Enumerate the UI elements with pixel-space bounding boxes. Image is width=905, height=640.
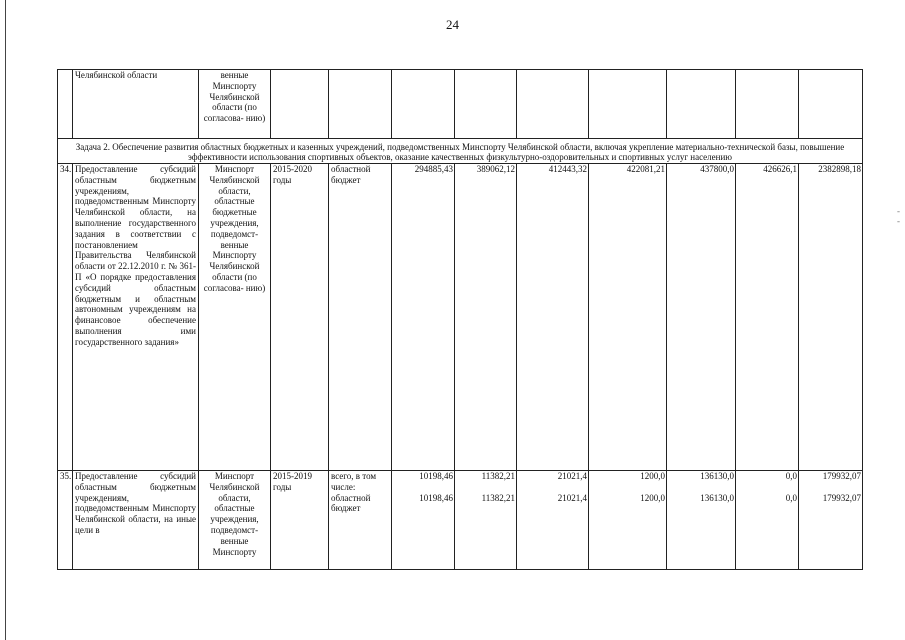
row-name-cell: Предоставление субсидий областным бюджетным учреждениям, подведомственным Минспорту Челябинской области, на иные цели в — [73, 471, 199, 570]
program-table — [57, 69, 863, 570]
value-sub: 179932,07 — [822, 492, 861, 503]
row-number: 34. — [58, 164, 73, 471]
row-source-cell — [329, 471, 392, 570]
value-total: 10198,46 — [419, 471, 453, 481]
value-sub: 11382,21 — [481, 492, 515, 503]
row-executor-cell: Минспорт Челябинской области, областные бюджетные учреждения, подведомст- венные Минспорту Челябинской области (по согласова- нию) — [199, 164, 271, 471]
source-total: всего, в том числе: — [331, 471, 377, 492]
value-cell — [517, 471, 589, 570]
source-sub: областной бюджет — [331, 492, 371, 514]
row-source-cell: областной бюджет — [329, 164, 392, 471]
margin-mark: - - — [897, 206, 900, 226]
value-cell — [799, 471, 863, 570]
row-name-cell: Предоставление субсидий областным бюджетным учреждениям, подведомственным Минспорту Челябинской области, на выполнение государственного задания в соответствии с постановлением Правительства Челябинской области от 22.12.2010 г. № 361-П «О порядке предоставления субсидий областным бюджетным и областным автономным учреждениям на финансовое обеспечение выполнения ими государственного задания» — [73, 164, 199, 471]
row-period-cell: 2015-2020 годы — [271, 164, 329, 471]
value-cell — [667, 471, 736, 570]
row-executor-cell: венные Минспорту Челябинской области (по согласова- нию) — [199, 70, 271, 139]
table-row — [58, 471, 863, 570]
value-cell — [392, 471, 455, 570]
value-cell: 412443,32 — [517, 164, 589, 471]
value-cell: 2382898,18 — [799, 164, 863, 471]
value-total: 1200,0 — [640, 471, 665, 481]
value-total: 179932,07 — [822, 471, 861, 481]
value-sub: 1200,0 — [640, 492, 665, 503]
value-sub: 136130,0 — [700, 492, 734, 503]
table-row — [58, 164, 863, 471]
table-row — [58, 70, 863, 139]
value-cell — [736, 471, 799, 570]
value-cell: 437800,0 — [667, 164, 736, 471]
value-cell: 426626,1 — [736, 164, 799, 471]
value-sub: 10198,46 — [419, 492, 453, 503]
value-cell — [589, 471, 667, 570]
value-total: 21021,4 — [557, 471, 587, 481]
task-heading: Задача 2. Обеспечение развития областных бюджетных и казенных учреждений, подведомственных Минспорту Челябинской области, включая укрепление материально-технической базы, повышение эффективности использования спортивных объектов, оказание качественных физкультурно-оздоровительных и спортивных услуг населению — [58, 139, 863, 164]
value-cell: 294885,43 — [392, 164, 455, 471]
value-cell: 389062,12 — [455, 164, 517, 471]
value-sub: 21021,4 — [557, 492, 587, 503]
value-cell: 422081,21 — [589, 164, 667, 471]
value-total: 11382,21 — [481, 471, 515, 481]
row-number: 35. — [58, 471, 73, 570]
value-cell — [455, 471, 517, 570]
left-margin-line — [5, 0, 6, 640]
row-name-cell: Челябинской области — [73, 70, 199, 139]
value-total: 136130,0 — [700, 471, 734, 481]
row-executor-cell: Минспорт Челябинской области, областные учреждения, подведомст- венные Минспорту — [199, 471, 271, 570]
value-total: 0,0 — [785, 471, 797, 481]
value-sub: 0,0 — [785, 492, 797, 503]
page-number: 24 — [446, 17, 459, 32]
row-period-cell: 2015-2019 годы — [271, 471, 329, 570]
task-row — [58, 139, 863, 164]
